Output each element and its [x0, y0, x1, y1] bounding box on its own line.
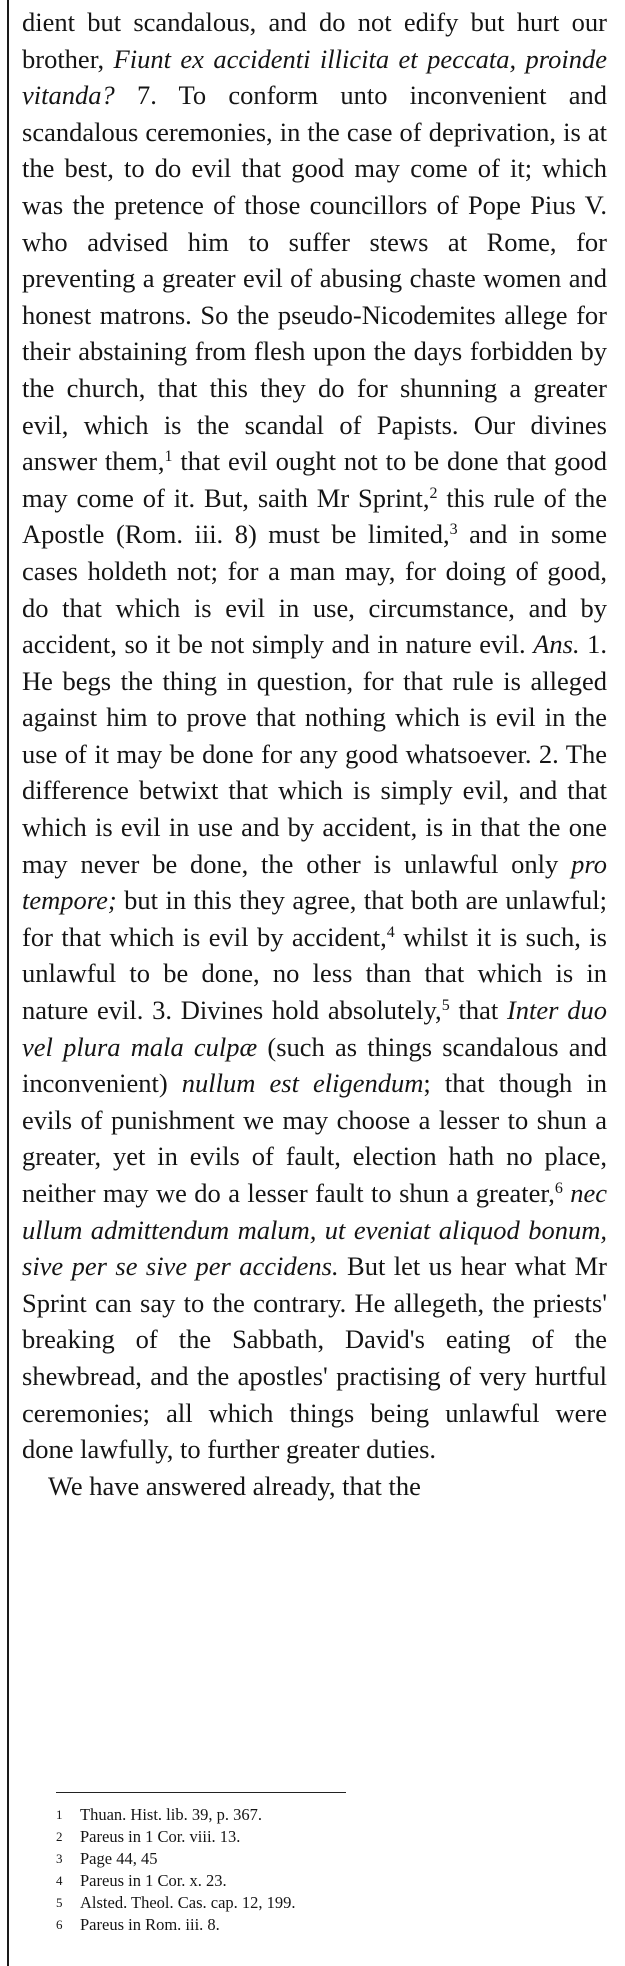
text-run: this rule of the Apostle (Rom. iii. 8) must be limited,	[22, 482, 608, 550]
text-run: that evil ought not to be done that good may come of it. But, saith Mr Sprint,	[22, 446, 607, 513]
italic-phrase: nullum est eligendum	[181, 1068, 424, 1099]
footnote-number: 1	[56, 1807, 63, 1822]
footnote-text: Pareus in 1 Cor. x. 23.	[80, 1871, 227, 1890]
italic-phrase: pro tempore;	[22, 848, 607, 916]
left-margin-rule	[7, 0, 9, 1966]
text-run: that	[449, 995, 507, 1026]
footnote-number: 3	[56, 1851, 63, 1866]
footnote-text: Alsted. Theol. Cas. cap. 12, 199.	[80, 1893, 296, 1912]
main-text	[22, 4, 607, 1504]
footnote-3	[56, 1848, 576, 1870]
text-run: 7. To conform unto inconvenient and scandalous ceremonies, in the case of deprivation, is at the best, to do evil that good may come of it; which was the pretence of those councillors of Pope Pius V. who advised him to suffer stews at Rome, for preventing a greater evil of abusing chaste women and honest matrons. So the pseudo-Nicodemites allege for their abstaining from flesh upon the days forbidden by the church, that this they do for shunning a greater evil, which is the scandal of Papists. Our divines answer them,	[22, 80, 607, 477]
paragraph-2: We have answered already, that the	[48, 1470, 421, 1501]
footnote-marker: 3	[449, 521, 458, 539]
italic-phrase: nec ullum admittendum malum, ut eveniat aliquod bonum, sive per se sive per accidens.	[22, 1178, 608, 1282]
footnote-marker: 4	[386, 923, 395, 941]
footnote-number: 2	[56, 1829, 63, 1844]
footnote-marker: 1	[164, 448, 173, 466]
text-run: but in this they agree, that both are unlawful; for that which is evil by accident,	[22, 885, 607, 952]
footnote-text: Pareus in Rom. iii. 8.	[80, 1915, 220, 1934]
footnote-marker: 5	[441, 997, 450, 1015]
footnotes	[56, 1804, 576, 1936]
text-run: But let us hear what Mr Sprint can say to the contrary. He allegeth, the priests' breaking of the Sabbath, David's eating of the shewbread, and the apostles' practising of very hurtful ceremonies; all which things being unlawful were done lawfully, to further greater duties.	[22, 1251, 607, 1465]
text-run: dient but scandalous, and do not edify but hurt our brother,	[22, 7, 607, 74]
footnote-number: 4	[56, 1873, 63, 1888]
footnote-number: 5	[56, 1895, 63, 1910]
text-run: and in some cases holdeth not; for a man may, for doing of good, do that which is evil in use, circumstance, and by accident, so it be not simply and in nature evil.	[22, 519, 607, 660]
footnote-6	[56, 1914, 576, 1936]
italic-phrase: Fiunt ex accidenti illicita et peccata, proinde vitanda?	[22, 43, 607, 111]
footnote-text: Thuan. Hist. lib. 39, p. 367.	[80, 1805, 262, 1824]
text-run: (such as things scandalous and inconvenient)	[22, 1031, 607, 1099]
footnote-text: Pareus in 1 Cor. viii. 13.	[80, 1827, 241, 1846]
footnote-text: Page 44, 45	[80, 1849, 158, 1868]
footnote-marker: 2	[429, 484, 438, 502]
italic-phrase: Inter duo vel plura mala culpæ	[22, 995, 608, 1062]
text-run: whilst it is such, is unlawful to be done, no less than that which is in nature evil. 3. Divines hold absolutely,	[22, 921, 607, 1026]
footnote-4	[56, 1870, 576, 1892]
footnote-1	[56, 1804, 576, 1826]
italic-phrase: Ans.	[533, 629, 580, 660]
footnote-marker: 6	[554, 1180, 563, 1197]
text-run: ; that though in evils of punishment we may choose a lesser to shun a greater, yet in evils of fault, election hath no place, neither may we do a lesser fault to shun a greater,	[22, 1068, 608, 1208]
footnote-divider	[56, 1792, 346, 1793]
footnote-2	[56, 1826, 576, 1848]
paragraph-1	[22, 4, 607, 1468]
footnote-number: 6	[56, 1917, 63, 1932]
footnote-5	[56, 1892, 576, 1914]
text-run: 1. He begs the thing in question, for that rule is alleged against him to prove that nothing which is evil in the use of it may be done for any good whatsoever. 2. The difference betwixt that which is simply evil, and that which is evil in use and by accident, is in that the one may never be done, the other is unlawful only	[22, 629, 607, 879]
